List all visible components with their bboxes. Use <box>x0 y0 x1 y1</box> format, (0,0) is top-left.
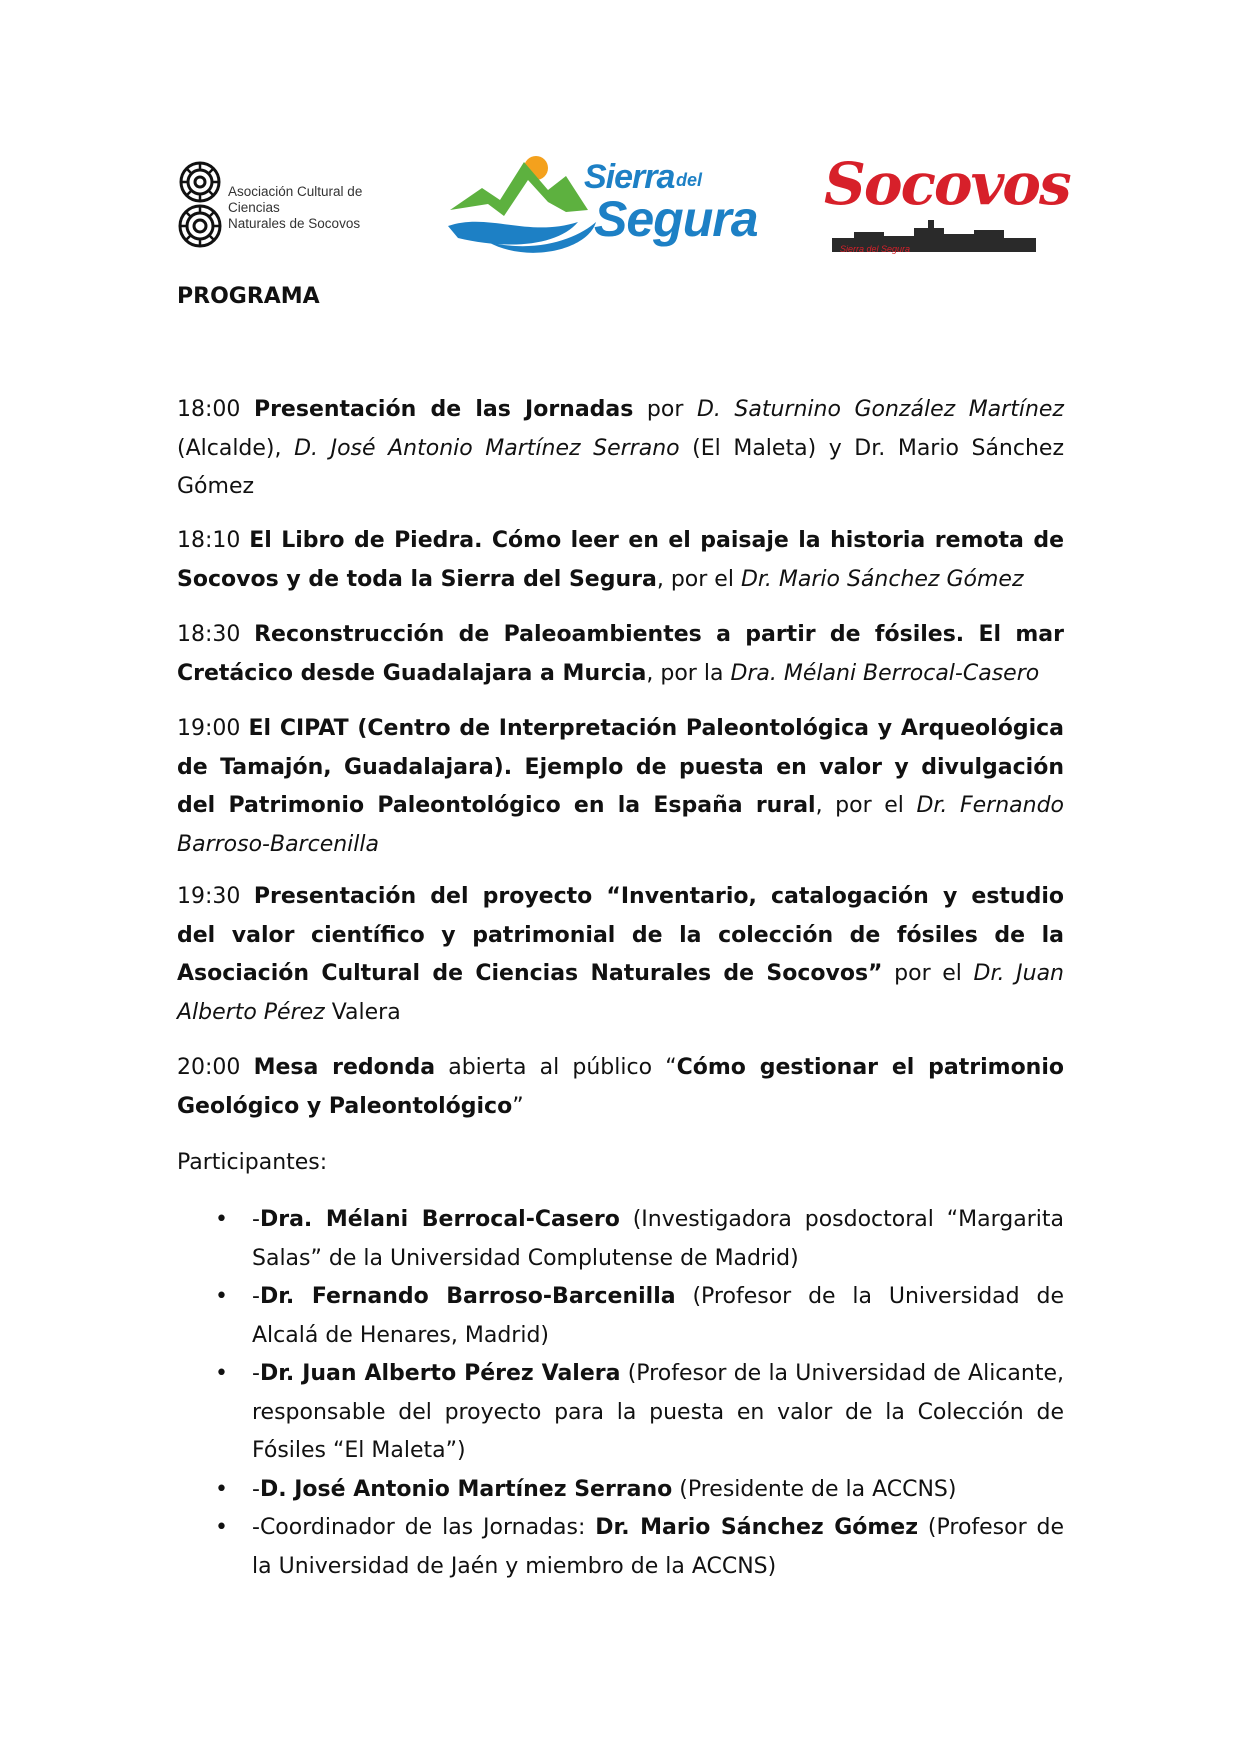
bullet-icon: • <box>215 1515 228 1540</box>
participant-desc: (Investigadora posdoctoral “Margarita Salas” de la Universidad Complutense de Madrid) <box>252 1207 1064 1271</box>
item-speaker: Dra. Mélani Berrocal-Casero <box>730 660 1040 686</box>
participants-label: Participantes: <box>177 1150 328 1175</box>
item-speaker: D. Saturnino González Martínez <box>696 397 1064 422</box>
participant-name: Dr. Mario Sánchez Gómez <box>595 1515 919 1540</box>
item-title: El CIPAT (Centro de Interpretación Paleontológica y Arqueológica de Tamajón, Guadalajara). Ejemplo de puesta en valor y divulgación del Patrimonio Paleontológico en la España rural <box>177 716 1064 818</box>
participant-prefix: - <box>252 1361 260 1386</box>
list-item <box>177 1355 1064 1471</box>
socovos-logo <box>824 148 1070 266</box>
participant-name: D. José Antonio Martínez Serrano <box>259 1476 673 1502</box>
participant-name: Dra. Mélani Berrocal-Casero <box>259 1207 620 1232</box>
list-item <box>177 1509 1064 1586</box>
document-title: PROGRAMA <box>177 284 320 309</box>
accn-logo-text <box>228 184 416 232</box>
program-item <box>177 616 1064 693</box>
item-speaker: Dr. Juan Alberto Pérez <box>177 961 1064 1025</box>
item-time: 18:00 <box>177 397 241 422</box>
accn-logo <box>176 160 416 252</box>
list-item <box>177 1201 1064 1278</box>
item-text: ” <box>512 1093 524 1119</box>
participant-desc: (Profesor de la Universidad de Alicante, responsable del proyecto para la puesta en valor de la Colección de Fósiles “El Maleta”) <box>252 1361 1064 1463</box>
program-item <box>177 391 1064 507</box>
bullet-icon: • <box>215 1361 228 1386</box>
item-speaker: D. José Antonio Martínez Serrano <box>294 435 680 461</box>
item-time: 18:10 <box>177 528 241 553</box>
program-item <box>177 878 1064 1032</box>
item-speaker: Dr. Mario Sánchez Gómez <box>740 566 1024 592</box>
item-time: 19:30 <box>177 884 241 909</box>
item-text: , por el <box>815 793 917 818</box>
item-text: , por la <box>646 660 731 686</box>
bullet-icon: • <box>215 1284 228 1309</box>
participant-prefix: - <box>252 1207 260 1232</box>
list-item <box>177 1278 1064 1355</box>
item-text: Valera <box>324 999 401 1025</box>
participant-prefix: - <box>252 1284 260 1309</box>
ammonite-icon <box>176 160 224 252</box>
sierra-logo-word2: del <box>676 170 703 190</box>
accn-logo-line2: Naturales de Socovos <box>228 216 361 231</box>
list-item <box>177 1471 1064 1510</box>
participant-prefix: -Coordinador de las Jornadas: <box>252 1515 596 1540</box>
program-item <box>177 522 1064 599</box>
item-speaker: Dr. Fernando Barroso-Barcenilla <box>177 793 1064 857</box>
item-time: 20:00 <box>177 1055 241 1080</box>
item-title: Reconstrucción de Paleoambientes a partir de fósiles. El mar Cretácico desde Guadalajara a Murcia <box>177 622 1065 686</box>
participant-desc: (Profesor de la Universidad de Jaén y miembro de la ACCNS) <box>252 1515 1065 1579</box>
bullet-icon: • <box>215 1476 228 1502</box>
accn-logo-line1: Asociación Cultural de Ciencias <box>228 184 363 215</box>
item-title: Mesa redonda <box>253 1055 436 1080</box>
item-text: por el <box>882 961 974 986</box>
participant-name: Dr. Juan Alberto Pérez Valera <box>259 1361 621 1386</box>
item-title: Presentación del proyecto “Inventario, catalogación y estudio del valor científico y patrimonial de la colección de fósiles de la Asociación Cultural de Ciencias Naturales de Socovos” <box>177 884 1065 986</box>
participant-desc: (Presidente de la ACCNS) <box>672 1476 957 1502</box>
item-title: Cómo gestionar el patrimonio Geológico y Paleontológico <box>177 1055 1065 1119</box>
sierra-logo-word1: Sierra <box>584 158 675 196</box>
item-title: El Libro de Piedra. Cómo leer en el paisaje la historia remota de Socovos y de toda la Sierra del Segura <box>177 528 1065 592</box>
participant-name: Dr. Fernando Barroso-Barcenilla <box>259 1284 676 1309</box>
participant-desc: (Profesor de la Universidad de Alcalá de Henares, Madrid) <box>252 1284 1064 1348</box>
item-text: (Alcalde), <box>177 435 295 461</box>
item-text: , por el <box>656 566 741 592</box>
bullet-icon: • <box>215 1207 228 1232</box>
program-item <box>177 710 1064 864</box>
sierra-logo-word3: Segura <box>594 191 758 247</box>
sierra-del-segura-logo <box>448 146 758 262</box>
item-time: 18:30 <box>177 622 241 647</box>
item-text: por <box>633 397 697 422</box>
item-time: 19:00 <box>177 716 241 741</box>
participant-prefix: - <box>252 1476 260 1502</box>
item-text: abierta al público “ <box>435 1055 677 1080</box>
item-text: (El Maleta) y Dr. Mario Sánchez Gómez <box>177 435 1064 499</box>
socovos-logo-subtitle: Sierra del Segura <box>840 244 911 254</box>
participants-list <box>177 1201 1064 1586</box>
item-title: Presentación de las Jornadas <box>253 397 634 422</box>
program-item <box>177 1049 1064 1126</box>
socovos-logo-word: Socovos <box>824 150 1070 218</box>
